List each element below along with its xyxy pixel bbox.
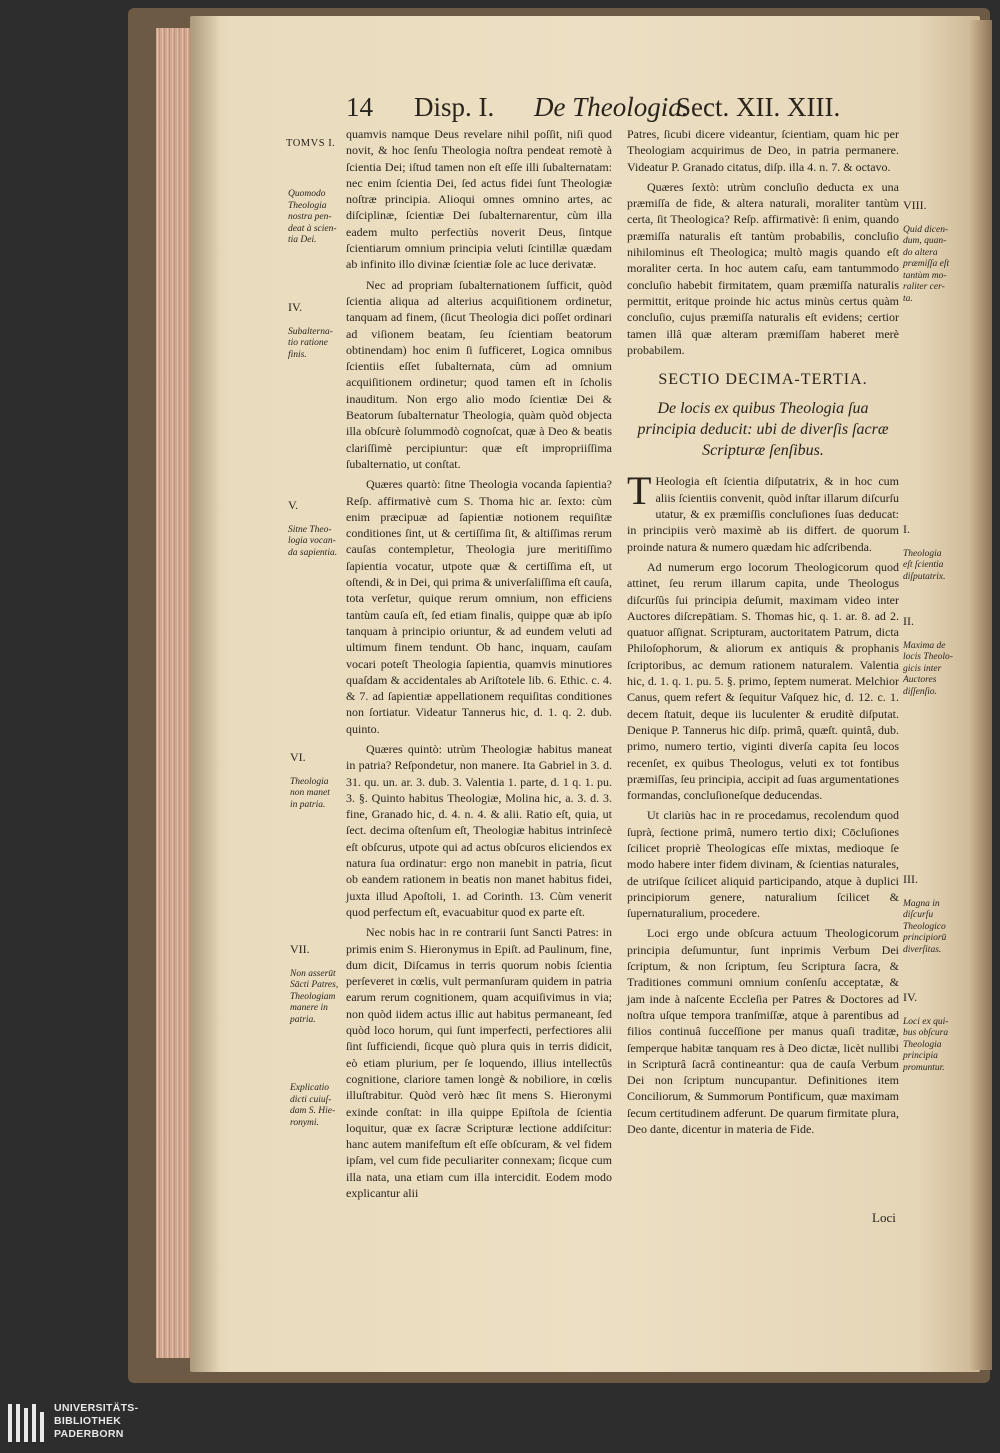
tomus-label: TOMVS I. (286, 138, 336, 149)
paragraph: Nec nobis hac in re contrarii ſunt Sancti Patres: in primis enim S. Hieronymus in Epiſt. ad Paulinum, fine, dum dicit, Diſcamus in terris quorum nobis ſcientia perſeveret in cœlis, vult permanſuram quidem in patria earum rerum cognitionem, quam acquiſivimus in via; non quòd iidem actus illic aut habitus permaneant, ſed quòd loco horum, qui ſunt imperfecti, perfectiores alii ſint ſufficiendi, ſicque quò plura quis in terris didicit, eò etiam plurium, per ſe loquendo, illius intellectûs cognitione, clariore tamen longè & nobiliore, in cœlis illuſtrabitur. Quòd verò hæc ſit mens S. Hieronymi exinde conſtat: in illa quippe Epiſtola de ſcientia loquitur, quæ ex ſacræ Scripturæ lectione addiſcitur: hanc autem manifeſtum eſt eſſe obſcuram, & vel fidem ipſam, vel cum fide peculiariter connexam; ſicque cum illa nata, una etiam cum illa intercidit. Eodem modo explicantur alii (346, 925, 612, 1200)
paragraph: Ut clariùs hac in re procedamus, recolendum quod ſuprà, ſectione primâ, numero tertio dixi; Cōcluſiones ſcilicet propriè Theologicas eſſe mixtas, medioque ſe modo habere inter fidem divinam, & ſcientias naturales, de utriſque ſcilicet aliquid participando, atque à duplici principiorum genere, naturalium ſcilicet & ſupernaturalium, procedere. (627, 808, 899, 921)
paragraph: Ad numerum ergo locorum Theologicorum quod attinet, ſeu rerum illarum capita, unde Theologus diſcurſûs ſui principia deſumit, maximam video inter Auctores diſcrepātiam. S. Thomas hic, q. 1. ar. 8. ad 2. quatuor aſſignat. Scripturam, auctoritatem Patrum, dicta Philoſophorum, & aliorum ex antiquis & prophanis ſcriptoribus, ac demum rationem naturalem. Valentia hic, d. 1. q. 1. pu. 5. §. primo, ſeptem numerat. Melchior Canus, quem refert & ſequitur Vaſquez hic, d. 12. c. 1. decem ſtatuit, deque iis luculenter & eruditè diſputat. Denique P. Tannerus hic diſp. primâ, quæſt. quintâ, dub. primo, numero tertio, viginti diverſa capita ſeu locos recenſet, ex quibus Theologus, veluti ex tot fontibus præmiſſas, ſeu principia, accipit ad ſuas argumentationes formandas, concluſioneſque deducendas. (627, 559, 899, 803)
page-edges (156, 28, 190, 1358)
section-heading: SECTIO DECIMA-TERTIA. (658, 371, 868, 389)
right-column (627, 126, 899, 1141)
margin-note: Explicatio dicti cuiuſ- dam S. Hie- ronymi. (290, 1083, 336, 1128)
margin-note: I. Theologia eſt ſcientia diſputatrix. (903, 521, 946, 582)
drop-cap: T (627, 468, 652, 514)
margin-note: III. Magna in diſcurſu Theologico principiorū diverſitas. (903, 871, 947, 955)
left-column (346, 126, 612, 1205)
margin-note: V. Sitne Theo- logia vocan- da sapientia. (288, 497, 338, 558)
catchword: Loci (872, 1210, 896, 1225)
margin-note: VI. Theologia non manet in patria. (290, 749, 330, 810)
margin-note: IV. Subalterna- tio ratione finis. (288, 299, 333, 360)
paragraph: Quæres ſextò: utrùm concluſio deducta ex una præmiſſa de fide, & altera naturali, moraliter tantùm certa, ſit Theologica? Reſp. affirmativè: ſi enim, quando præmiſſa naturalis eſt tantùm probabilis, concluſio nihilominus eſt Theologica; multò magis quando eſt moraliter certa. In hoc autem caſu, eam tantummodo concluſio habebit firmitatem, quam præmiſſa naturalis permittit, eritque proinde hic actus minùs certus quàm concluſio, cujus præmiſſa naturalis eſt evidens; certior tamen illâ quæ alteram præmiſſam haberet merè probabilem. (627, 179, 899, 357)
library-logo (6, 1398, 156, 1448)
paragraph: Nec ad propriam ſubalternationem ſufficit, quòd ſcientia aliqua ad alterius acquiſitionem ordinetur, tanquam ad finem, (ſicut Theologia dici poſſet ordinari ad viſionem beatam, ſeu ſcientiam beatorum obtinendam) hoc enim ſi ſufficeret, Logica omnibus ſcientiis eſſet ſubalternata, cùm ad omnium acquiſitionem ordinetur; quod tamen eſt in ſcholis inauditum. Non ergo alio modo ſcientiæ Dei & Beatorum ſubalternatur Theologia, quàm quòd objecta illa obſcurè ſolummodò cognoſcat, quæ à Deo & beatis clariſſimè percipiuntur: quæ eſt impropriiſſima ſubalternatio, ut conſtat. (346, 277, 612, 471)
gutter-shadow (190, 16, 220, 1372)
paragraph: Loci ergo unde obſcura actuum Theologicorum principia deſumuntur, ſunt inprimis Verbum Dei ſcriptum, & non ſcriptum, ſeu Scriptura ſacra, & Traditiones communi omnium conſenſu acceptatæ, & jam inde à naſcente Eccleſia per Patres & Doctores ad noſtra uſque tempora tranſmiſſæ, atque à parentibus ad filios continuâ ſucceſſione per manus quaſi traditæ, ſemperque habitæ tanquam res à Deo dictæ, licèt nullibi in Scripturâ ſacrâ contineantur: qua de cauſa Verbum Dei non ſcriptum nuncupantur. Definitiones item Conciliorum, & Summorum Pontificum, quæ maximam ſecum certitudinem adferunt. De quarum firmitate plura, Deo dante, dicentur in materia de Fide. (627, 926, 899, 1137)
right-page-edge (970, 20, 992, 1370)
library-logo-text: UNIVERSITÄTS- BIBLIOTHEK PADERBORN (54, 1402, 139, 1440)
paragraph: T Heologia eſt ſcientia diſputatrix, & in hoc cum aliis ſcientiis convenit, quòd inſtar illarum diſcurſu utatur, & ex præmiſſis concluſiones ſuas deducat: in principiis verò maximè ab iis differt. de quorum proinde natura & numero quædam hic adſcribenda. (627, 468, 899, 554)
paragraph: Quæres quartò: ſitne Theologia vocanda ſapientia? Reſp. affirmativè cum S. Thoma hic ar. ſexto: cùm enim præcipuæ ad ſapientiæ notionem requiſitæ conditiones ſint, ut & certiſſima ſit, & altiſſimas rerum cauſas contempletur, Theologia jure meritiſſimo ſapientia vocatur, utpote quæ & certiſſima eſt, ut oſtendi, & in Dei, qui prima & univerſaliſſima eſt cauſa, tota verſetur, quique rerum omnium, non efficiens tantùm cauſa eſt, ſed etiam finalis, quippe quæ ab ipſo tanquam à principio oriuntur, & ad eundem veluti ad ultimum finem tendunt. Ob hanc, inquam, cauſam vocari poteſt Theologia ſapientia, quamvis minutiores quaſdam & accidentales ab Ariſtotele lib. 6. Ethic. c. 4. & 7. ad ſapientiæ appellationem requiſitas conditiones non ſortiatur. Videatur Tannerus hic, d. 1. q. 2. dub. quinto. (346, 477, 612, 736)
running-head-title: De Theologia. (534, 92, 689, 122)
margin-note: IV. Loci ex qui- bus obſcura Theologia principia promuntur. (903, 989, 949, 1073)
paragraph: Patres, ſicubi dicere videantur, ſcientiam, quam hic per Theologiam acquirimus de Deo, in patria permanere. Videatur P. Granado citatus, diſp. illa 4. n. 7. & octavo. (627, 127, 899, 174)
running-head-section: Sect. XII. XIII. (676, 92, 841, 122)
page-number: 14 (346, 92, 373, 122)
section-subtitle: De locis ex quibus Theologia ſua principia deducit: ubi de diverſis ſacræ Scripturæ ſenſibus. (637, 400, 889, 460)
margin-note: Quomodo Theologia nostra pen- deat à scien- tia Dei. (288, 189, 337, 245)
margin-note: II. Maxima de locis Theolo- gicis inter Auctores diſſenſio. (903, 613, 953, 697)
margin-note: VII. Non asserūt Sācti Patres, Theologiam manere in patria. (290, 941, 339, 1025)
running-head-disputation: Disp. I. (414, 92, 495, 122)
margin-note: VIII. Quid dicen- dum, quan- do altera præmiſſa eſt tantùm mo- raliter cer- ta. (903, 197, 950, 304)
paragraph: Quæres quintò: utrùm Theologiæ habitus maneat in patria? Reſpondetur, non manere. Ita Gabriel in 3. d. 31. qu. un. ar. 3. dub. 3. Valentia 1. parte, d. 1 q. 1. pu. 3. §. Quinto habitus Theologiæ, Molina hic, a. 3. d. 3. fine, Granado hic, d. 4. n. 4. & alii. Ratio eſt, quia, ut ſect. decima oſtenſum eſt, Theologiæ habitus intrinſecè eſt obſcurus, utpote qui ad actus obſcuros eliciendos ex natura ſua ordinatur: ergo non manebit in patria, ſicut ob eandem rationem in beatis non manet habitus fidei, juxta illud Apoſtoli, 1. ad Corinth. 13. Cùm venerit quod perfectum eſt, evacuabitur quod ex parte eſt. (346, 741, 612, 919)
paragraph: quamvis namque Deus revelare nihil poſſit, niſi quod novit, & hoc ſenſu Theologia noſtra pendeat remotè à ſcientia Dei; iſtud tamen non eſt eſſe illi ſubalternatam: nec enim ſcientia Dei, ſed actus fidei ſunt Theologiæ noſtræ principia. Alioqui omnes omnino artes, ac diſciplinæ, ſcientiæ Dei ſubalternarentur, cùm illa eadem multo perfectiùs noverit Deus, ſintque ſcientiarum omnium principia veluti ſcintillæ quædam ab infinito illo divinæ ſcientiæ ſole ac luce derivatæ. (346, 127, 612, 272)
library-logo-icon (6, 1400, 46, 1446)
